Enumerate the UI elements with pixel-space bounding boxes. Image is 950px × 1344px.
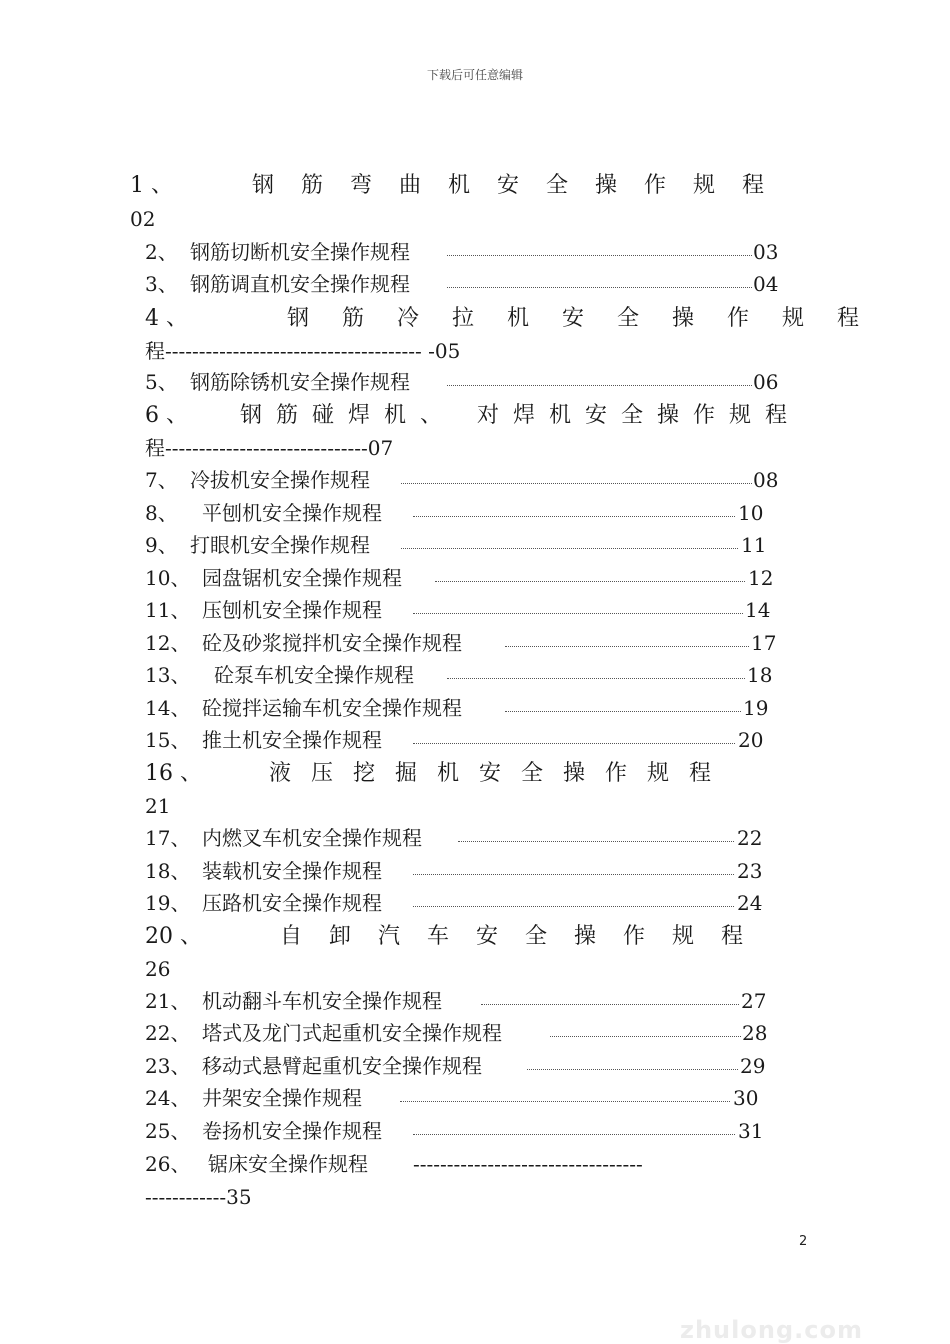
toc-entry-title-tail: 程 (145, 436, 165, 460)
toc-entry-6[interactable] (145, 400, 805, 432)
page-header: 下载后可任意编辑 (426, 68, 523, 82)
toc-entry-number: 23、 (145, 1054, 191, 1078)
toc-entry-number: 2、 (145, 240, 178, 264)
toc-entry-title: 平刨机安全操作规程 (202, 501, 382, 525)
toc-entry-2[interactable] (145, 238, 785, 266)
toc-entry-title: 钢筋调直机安全操作规程 (190, 272, 410, 296)
toc-leader-dots (413, 743, 735, 744)
toc-entry-number: 7、 (145, 468, 178, 492)
toc-entry-page: 07 (367, 436, 394, 460)
toc-entry-title: 井架安全操作规程 (202, 1086, 362, 1110)
toc-entry-title: 液压挖掘机安全操作规程 (269, 761, 732, 786)
toc-entry-page: 27 (741, 989, 767, 1013)
toc-entry-14[interactable] (145, 694, 785, 722)
toc-entry-title: 内燃叉车机安全操作规程 (202, 826, 422, 850)
toc-entry-page: 17 (751, 631, 777, 655)
toc-entry-8[interactable] (145, 499, 785, 527)
toc-entry-4-continued (145, 337, 460, 365)
toc-entry-3[interactable] (145, 270, 785, 298)
toc-entry-17[interactable] (145, 824, 785, 852)
toc-leader-dots (505, 646, 749, 647)
toc-entry-page: 14 (745, 598, 771, 622)
toc-entry-page: 35 (226, 1185, 252, 1209)
toc-entry-number: 24、 (145, 1086, 191, 1110)
toc-entry-26[interactable] (145, 1150, 810, 1178)
toc-entry-5[interactable] (145, 368, 785, 396)
toc-entry-page: 11 (741, 533, 767, 557)
toc-entry-title: 砼泵车机安全操作规程 (214, 663, 414, 687)
toc-entry-26-continued (145, 1183, 252, 1211)
toc-entry-title: 压刨机安全操作规程 (202, 598, 382, 622)
toc-entry-page: 31 (738, 1119, 764, 1143)
toc-leader-dots (400, 1101, 730, 1102)
toc-entry-number: 16 、 (145, 761, 202, 786)
toc-entry-number: 13、 (145, 663, 191, 687)
toc-leader-dots (447, 385, 752, 386)
toc-entry-number: 10、 (145, 566, 191, 590)
toc-entry-title: 钢筋除锈机安全操作规程 (190, 370, 410, 394)
toc-leader-dashes: -------------------------------------- (165, 339, 422, 363)
toc-entry-title: 机动翻斗车机安全操作规程 (202, 989, 442, 1013)
toc-entry-25[interactable] (145, 1117, 785, 1145)
toc-entry-page: 23 (737, 859, 763, 883)
toc-entry-6-continued (145, 434, 393, 462)
toc-entry-title-tail: 程 (145, 339, 165, 363)
toc-entry-title: 钢筋切断机安全操作规程 (190, 240, 410, 264)
toc-entry-number: 20 、 (145, 924, 202, 949)
toc-entry-title: 砼搅拌运输车机安全操作规程 (202, 696, 462, 720)
toc-leader-dots (527, 1069, 738, 1070)
toc-entry-number: 18、 (145, 859, 191, 883)
toc-entry-number: 14、 (145, 696, 191, 720)
toc-entry-title: 塔式及龙门式起重机安全操作规程 (202, 1021, 502, 1045)
toc-leader-dots (435, 581, 745, 582)
toc-leader-dots (413, 516, 735, 517)
toc-entry-page: 06 (753, 370, 779, 394)
toc-entry-title: 钢筋碰焊机、 对焊机安全操作规程 (240, 403, 801, 428)
toc-entry-13[interactable] (145, 661, 785, 689)
toc-entry-title: 钢筋冷拉机安全操作规程 (287, 306, 893, 331)
toc-entry-title: 砼及砂浆搅拌机安全操作规程 (202, 631, 462, 655)
toc-leader-dots (413, 613, 743, 614)
watermark-logo: zhulong.com (680, 1316, 863, 1344)
toc-entry-number: 12、 (145, 631, 191, 655)
toc-entry-number: 11、 (145, 598, 191, 622)
toc-leader-dots (505, 711, 741, 712)
toc-leader-dots (401, 483, 752, 484)
toc-entry-title: 冷拔机安全操作规程 (190, 468, 370, 492)
toc-entry-15[interactable] (145, 726, 785, 754)
toc-entry-12[interactable] (145, 629, 785, 657)
toc-entry-page: 30 (733, 1086, 759, 1110)
toc-entry-page: 21 (145, 794, 171, 818)
toc-entry-9[interactable] (145, 531, 785, 559)
toc-entry-24[interactable] (145, 1084, 785, 1112)
toc-leader-dots (401, 548, 738, 549)
toc-leader-dots (413, 1134, 735, 1135)
toc-entry-20[interactable] (145, 921, 771, 953)
toc-entry-title: 装载机安全操作规程 (202, 859, 382, 883)
toc-entry-21[interactable] (145, 987, 785, 1015)
toc-entry-title: 钢筋弯曲机安全操作规程 (252, 173, 792, 198)
toc-entry-title: 自卸汽车安全操作规程 (280, 924, 771, 949)
toc-entry-22[interactable] (145, 1019, 785, 1047)
toc-entry-7[interactable] (145, 466, 785, 494)
toc-entry-title: 压路机安全操作规程 (202, 891, 382, 915)
toc-entry-page: 28 (742, 1021, 768, 1045)
toc-leader-dashes: ---------------------------------- (413, 1152, 643, 1176)
toc-entry-23[interactable] (145, 1052, 785, 1080)
toc-leader-dots (413, 906, 734, 907)
toc-leader-dots (447, 678, 745, 679)
toc-entry-title: 打眼机安全操作规程 (190, 533, 370, 557)
toc-entry-10[interactable] (145, 564, 785, 592)
toc-entry-1[interactable] (130, 170, 792, 202)
toc-entry-title: 移动式悬臂起重机安全操作规程 (202, 1054, 482, 1078)
toc-entry-page: 19 (743, 696, 769, 720)
toc-entry-page: 10 (738, 501, 764, 525)
toc-entry-page: 29 (740, 1054, 766, 1078)
toc-entry-11[interactable] (145, 596, 785, 624)
toc-entry-number: 26、 (145, 1152, 191, 1176)
toc-entry-title: 园盘锯机安全操作规程 (202, 566, 402, 590)
toc-entry-number: 6 、 (145, 403, 188, 428)
toc-entry-number: 3、 (145, 272, 178, 296)
toc-entry-page: 26 (145, 957, 171, 981)
toc-entry-number: 4 、 (145, 306, 188, 331)
toc-entry-19[interactable] (145, 889, 785, 917)
toc-entry-page: -05 (428, 339, 461, 363)
toc-entry-title: 卷扬机安全操作规程 (202, 1119, 382, 1143)
toc-entry-page: 24 (737, 891, 763, 915)
toc-leader-dashes: ------------------------------ (165, 436, 368, 460)
toc-entry-18[interactable] (145, 857, 785, 885)
toc-entry-number: 1 、 (130, 173, 173, 198)
toc-entry-number: 5、 (145, 370, 178, 394)
toc-entry-number: 21、 (145, 989, 191, 1013)
toc-entry-number: 15、 (145, 728, 191, 752)
toc-entry-page: 18 (747, 663, 773, 687)
toc-entry-page: 02 (130, 207, 156, 231)
toc-entry-number: 19、 (145, 891, 191, 915)
toc-leader-dots (481, 1004, 739, 1005)
toc-leader-dashes: ------------ (145, 1185, 227, 1209)
toc-entry-page: 22 (737, 826, 763, 850)
toc-leader-dots (447, 287, 752, 288)
toc-entry-page: 03 (753, 240, 779, 264)
toc-leader-dots (413, 874, 734, 875)
toc-entry-4[interactable] (145, 303, 893, 335)
toc-leader-dots (458, 841, 734, 842)
toc-entry-number: 9、 (145, 533, 178, 557)
toc-entry-page: 04 (753, 272, 779, 296)
toc-entry-16[interactable] (145, 758, 765, 790)
toc-entry-page: 12 (748, 566, 774, 590)
toc-entry-number: 8、 (145, 501, 178, 525)
toc-entry-number: 17、 (145, 826, 191, 850)
toc-entry-title: 推土机安全操作规程 (202, 728, 382, 752)
toc-entry-number: 25、 (145, 1119, 191, 1143)
toc-entry-number: 22、 (145, 1021, 191, 1045)
toc-entry-title: 锯床安全操作规程 (208, 1152, 368, 1176)
toc-leader-dots (550, 1036, 741, 1037)
page-number: 2 (799, 1234, 808, 1249)
toc-entry-page: 08 (753, 468, 779, 492)
toc-leader-dots (447, 255, 752, 256)
toc-entry-page: 20 (738, 728, 764, 752)
